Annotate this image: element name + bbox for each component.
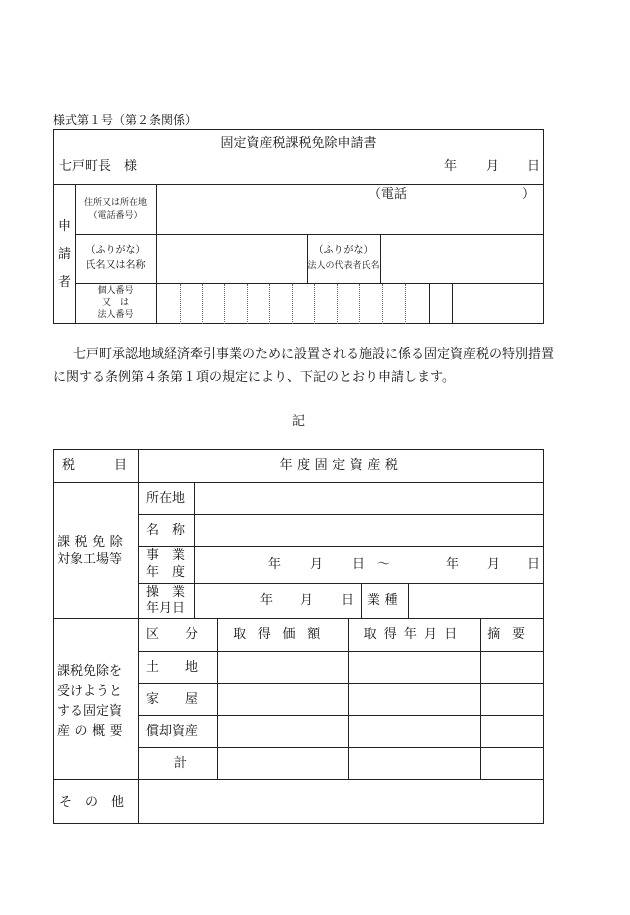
row-house-label: 家 屋 (146, 692, 199, 707)
address-field[interactable] (157, 200, 543, 233)
industry-field[interactable] (409, 584, 543, 617)
target-label-2: 対象工場等 (57, 552, 123, 567)
asset-label-4: 産の概要 (57, 724, 128, 739)
body-text-line-1: 七戸町承認地域経済牽引事業のために設置される施設に係る固定資産税の特別措置 (73, 347, 555, 362)
header-price: 取得価額 (233, 627, 332, 642)
business-start-day: 日 (352, 557, 366, 572)
applicant-label-3: 者 (58, 275, 72, 290)
business-end-year: 年 (446, 557, 460, 572)
business-start-year: 年 (268, 557, 282, 572)
applicant-label-1: 申 (58, 219, 72, 234)
operation-date-label-1: 操 業 (146, 585, 186, 600)
rep-name-field[interactable] (381, 235, 543, 282)
operation-day: 日 (341, 593, 355, 608)
tax-item-value: 年度固定資産税 (279, 458, 403, 473)
name-label: 氏名又は名称 (85, 260, 146, 271)
asset-label-3: する固定資 (57, 704, 123, 719)
operation-date-label-2: 年月日 (146, 601, 186, 616)
phone-label: （電話 (368, 187, 408, 202)
facility-name-field[interactable] (195, 515, 543, 545)
other-field[interactable] (139, 780, 543, 823)
form-number: 様式第１号（第２条関係） (53, 113, 198, 127)
number-label-1: 個人番号 (97, 286, 134, 296)
number-label-3: 法人番号 (97, 310, 134, 320)
rep-name-label: 法人の代表者氏名 (307, 261, 380, 271)
location-field[interactable] (195, 483, 543, 513)
number-field[interactable] (157, 284, 452, 323)
date-day-label: 日 (527, 159, 541, 174)
operation-month: 月 (300, 593, 314, 608)
body-text-line-2: に関する条例第４条第１項の規定により、下記のとおり申請します。 (53, 370, 455, 385)
row-depreciable-label: 償却資産 (146, 724, 199, 739)
name-field[interactable] (157, 235, 306, 282)
operation-year: 年 (260, 593, 274, 608)
row-total-label: 計 (174, 756, 188, 771)
tax-item-label: 税 目 (62, 458, 128, 473)
business-year-tilde: ～ (377, 557, 391, 572)
asset-label-2: 受けようと (57, 684, 123, 699)
date-year-label: 年 (444, 159, 458, 174)
business-year-label-2: 年 度 (146, 565, 186, 580)
facility-name-label: 名 称 (146, 523, 186, 538)
business-year-label-1: 事 業 (146, 548, 186, 563)
business-end-day: 日 (527, 557, 541, 572)
header-category: 区 分 (146, 627, 199, 642)
phone-close: ） (522, 187, 536, 202)
other-label: そ の 他 (59, 795, 125, 810)
location-label: 所在地 (146, 491, 186, 506)
target-label-1: 課税免除 (57, 535, 128, 550)
row-land-label: 土 地 (146, 660, 199, 675)
industry-label: 業種 (366, 593, 403, 608)
date-month-label: 月 (486, 159, 500, 174)
header-note: 摘要 (487, 627, 537, 642)
rep-furigana-label: （ふりがな） (313, 245, 374, 256)
business-start-month: 月 (310, 557, 324, 572)
asset-label-1: 課税免除を (57, 664, 123, 679)
addressee: 七戸町長 様 (59, 159, 138, 174)
applicant-label-2: 請 (58, 247, 72, 262)
header-date: 取得年月日 (363, 627, 465, 642)
form-title: 固定資産税課税免除申請書 (220, 136, 377, 151)
ki-heading: 記 (291, 414, 305, 429)
number-label-2: 又 は (101, 298, 129, 308)
address-label: 住所又は所在地 (83, 198, 147, 208)
business-end-month: 月 (487, 557, 501, 572)
furigana-label: （ふりがな） (85, 245, 146, 256)
phone-number-label: （電話番号） (88, 211, 143, 221)
